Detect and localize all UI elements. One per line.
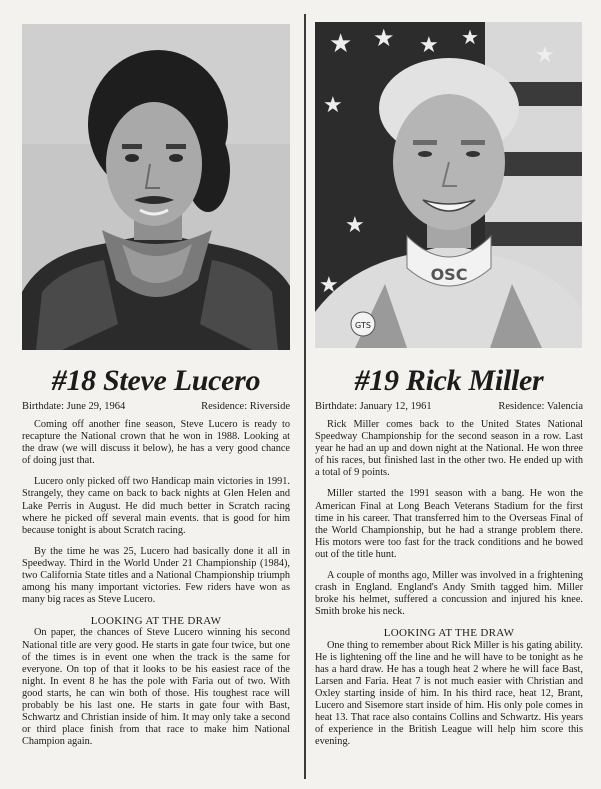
rider-photo-lucero bbox=[22, 24, 290, 350]
rider-name: #19 Rick Miller bbox=[354, 364, 544, 397]
bio-paragraph: Rick Miller comes back to the United States National Speedway Championship for the second season in a row. Last year he had an up and down night at the National. He won three of his races, but finished last in the other two. He ended up with a total of 9 points. bbox=[315, 419, 583, 479]
rider-bio bbox=[315, 419, 583, 748]
residence: Residence: Valencia bbox=[498, 401, 583, 412]
svg-text:★: ★ bbox=[319, 273, 339, 298]
rider-bio bbox=[22, 419, 290, 748]
svg-text:★: ★ bbox=[419, 33, 439, 58]
rider-meta bbox=[315, 401, 583, 412]
birthdate: Birthdate: January 12, 1961 bbox=[315, 401, 432, 412]
suit-patch-text: GTS bbox=[355, 321, 371, 330]
bio-paragraph: By the time he was 25, Lucero had basically done it all in Speedway. Third in the World Under 21 Championship (1984), two California State titles and a National Championship triumph among his many important victories. Few riders have won as many big races as Steve Lucero. bbox=[22, 545, 290, 606]
draw-heading: LOOKING AT THE DRAW bbox=[90, 615, 222, 628]
bio-paragraph: Coming off another fine season, Steve Lucero is ready to recapture the National crown that he won in 1988. Looking at the draw (we will discuss it below), he has a very good chance of doing just that. bbox=[22, 419, 290, 467]
draw-paragraph: On paper, the chances of Steve Lucero winning his second National title are very good. He starts in gate four twice, but one of the times is in event one when the track is the same for everyone. On top of that it looks to be his easiest race of the night. In event 8 he has the pole with Faria out of two. With good starts, he can win both of those. His toughest race will probably be his last one. He starts in gate four with Bast, Schwartz and Christian inside of him. It may only take a second or third place finish from that race to make him National Champion again. bbox=[22, 627, 290, 748]
draw-heading: LOOKING AT THE DRAW bbox=[383, 627, 515, 640]
suit-lettering: OSC bbox=[430, 265, 468, 284]
svg-text:★: ★ bbox=[323, 93, 343, 118]
svg-text:★: ★ bbox=[373, 24, 395, 52]
svg-text:★: ★ bbox=[461, 25, 479, 49]
column-divider bbox=[304, 14, 306, 779]
svg-text:★: ★ bbox=[329, 29, 353, 59]
svg-text:★: ★ bbox=[535, 43, 555, 68]
birthdate: Birthdate: June 29, 1964 bbox=[22, 401, 126, 412]
rider-meta bbox=[22, 401, 290, 412]
rider-name: #18 Steve Lucero bbox=[51, 364, 261, 397]
draw-paragraph: One thing to remember about Rick Miller is his gating ability. He is lightening off the line and he will have to be tonight as he has a hard draw. He has a tough heat 2 where he will face Bast, Larsen and Faria. Heat 7 is not much easier with Christian and Oxley starting inside of him. In his third race, heat 12, Brant, Lucero and Sisemore start inside of him. His only pole comes in heat 13. That race also contains Collins and Schwartz. His years of experience in the British League will help him score this evening. bbox=[315, 639, 583, 748]
bio-paragraph: Lucero only picked off two Handicap main victories in 1991. Strangely, they came on back to back nights at Glen Helen and Lake Perris in August. He did much better in Scratch racing where he picked off several main events. that is good for him because tonight is about Scratch racing. bbox=[22, 476, 290, 536]
svg-text:★: ★ bbox=[345, 213, 365, 238]
residence: Residence: Riverside bbox=[201, 401, 290, 412]
rider-photo-miller bbox=[315, 22, 582, 348]
bio-paragraph: A couple of months ago, Miller was involved in a frightening crash in England. England's Andy Smith tagged him. Miller broke his helmet, suffered a concussion and injured his knee. Smith broke his neck. bbox=[315, 570, 583, 618]
bio-paragraph: Miller started the 1991 season with a bang. He won the American Final at Long Beach Veterans Stadium for the first time in his career. That transferred him to the Overseas Final of the World Championship, but he had a strange problem there. His motors were too fast for the track conditions and he bowed out of the title hunt. bbox=[315, 488, 583, 560]
